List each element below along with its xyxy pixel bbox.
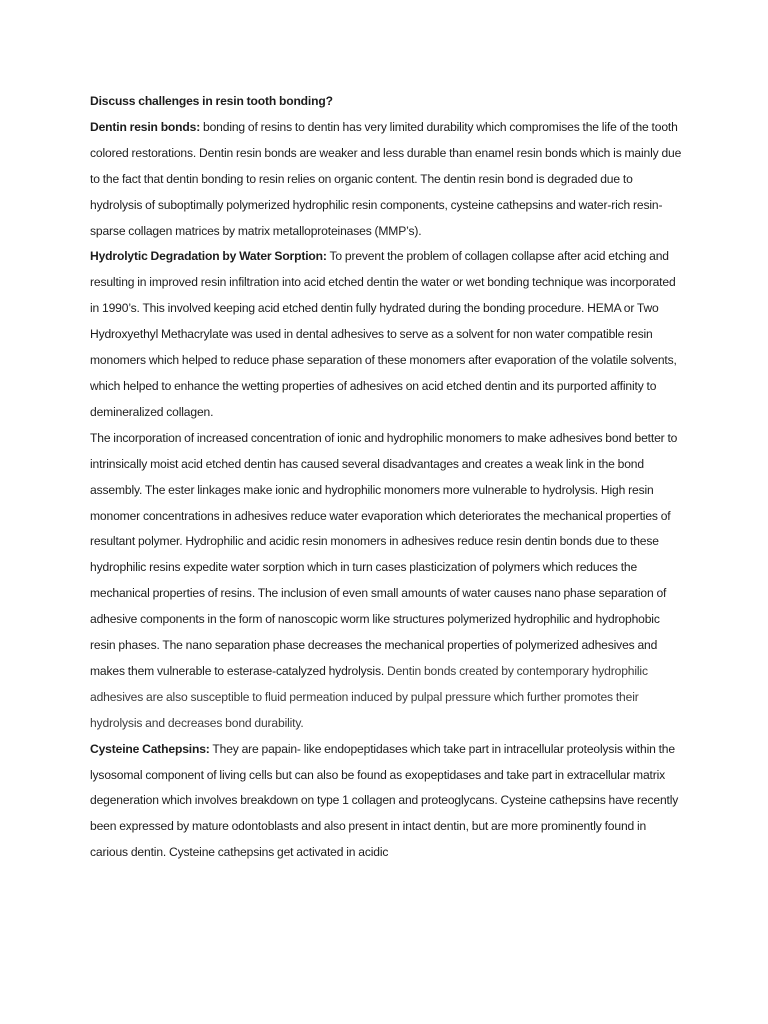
paragraph-cysteine-cathepsins	[90, 737, 686, 867]
hydrolytic-degradation-text: To prevent the problem of collagen collapse after acid etching and resulting in improved resin infiltration into acid etched dentin the water or wet bonding technique was incorporated in 1990’s. This involved keeping acid etched dentin fully hydrated during the bonding procedure. HEMA or Two Hydroxyethyl Methacrylate was used in dental adhesives to serve as a solvent for non water compatible resin monomers which helped to reduce phase separation of these monomers after evaporation of the volatile solvents, which helped to enhance the wetting properties of adhesives on acid etched dentin and its purported affinity to demineralized collagen.	[90, 249, 677, 419]
document-body	[90, 89, 686, 866]
hydrolytic-degradation-heading: Hydrolytic Degradation by Water Sorption:	[90, 249, 327, 264]
dentin-resin-bonds-text: bonding of resins to dentin has very limited durability which compromises the life of the tooth colored restorations. Dentin resin bonds are weaker and less durable than enamel resin bonds which is mainly due to the fact that dentin bonding to resin relies on organic content. The dentin resin bond is degraded due to hydrolysis of suboptimally polymerized hydrophilic resin components, cysteine cathepsins and water-rich resin-sparse collagen matrices by matrix metalloproteinases (MMP’s).	[90, 119, 682, 238]
cysteine-cathepsins-text: They are papain- like endopeptidases which take part in intracellular proteolysis within the lysosomal component of living cells but can also be found as exopeptidases and take part in extracellular matrix degeneration which involves breakdown on type 1 collagen and proteoglycans. Cysteine cathepsins have recently been expressed by mature odontoblasts and also present in intact dentin, but are more prominently found in carious dentin. Cysteine cathepsins get activated in acidic	[90, 741, 679, 860]
paragraph-hydrolytic-degradation	[90, 244, 686, 425]
dentin-resin-bonds-heading: Dentin resin bonds:	[90, 119, 201, 134]
paragraph-dentin-resin-bonds	[90, 115, 686, 245]
hydrophilic-monomers-text: The incorporation of increased concentration of ionic and hydrophilic monomers to make adhesives bond better to intrinsically moist acid etched dentin has caused several disadvantages and creates a weak link in the bond assembly. The ester linkages make ionic and hydrophilic monomers more vulnerable to hydrolysis. High resin monomer concentrations in adhesives reduce water evaporation which deteriorates the mechanical properties of resultant polymer. Hydrophilic and acidic resin monomers in adhesives reduce resin dentin bonds due to these hydrophilic resins expedite water sorption which in turn cases plasticization of polymers which reduces the mechanical properties of resins. The inclusion of even small amounts of water causes nano phase separation of adhesive components in the form of nanoscopic worm like structures polymerized hydrophilic and hydrophobic resin phases. The nano separation phase decreases the mechanical properties of polymerized adhesives and makes them vulnerable to esterase-catalyzed hydrolysis.	[90, 430, 678, 678]
cysteine-cathepsins-heading: Cysteine Cathepsins:	[90, 741, 210, 756]
paragraph-hydrophilic-monomers	[90, 426, 686, 737]
pulpal-pressure-text: Dentin bonds created by contemporary hydrophilic adhesives are also susceptible to fluid permeation induced by pulpal pressure which further promotes their hydrolysis and decreases bond durability.	[90, 663, 648, 730]
question-heading: Discuss challenges in resin tooth bonding?	[90, 94, 333, 108]
